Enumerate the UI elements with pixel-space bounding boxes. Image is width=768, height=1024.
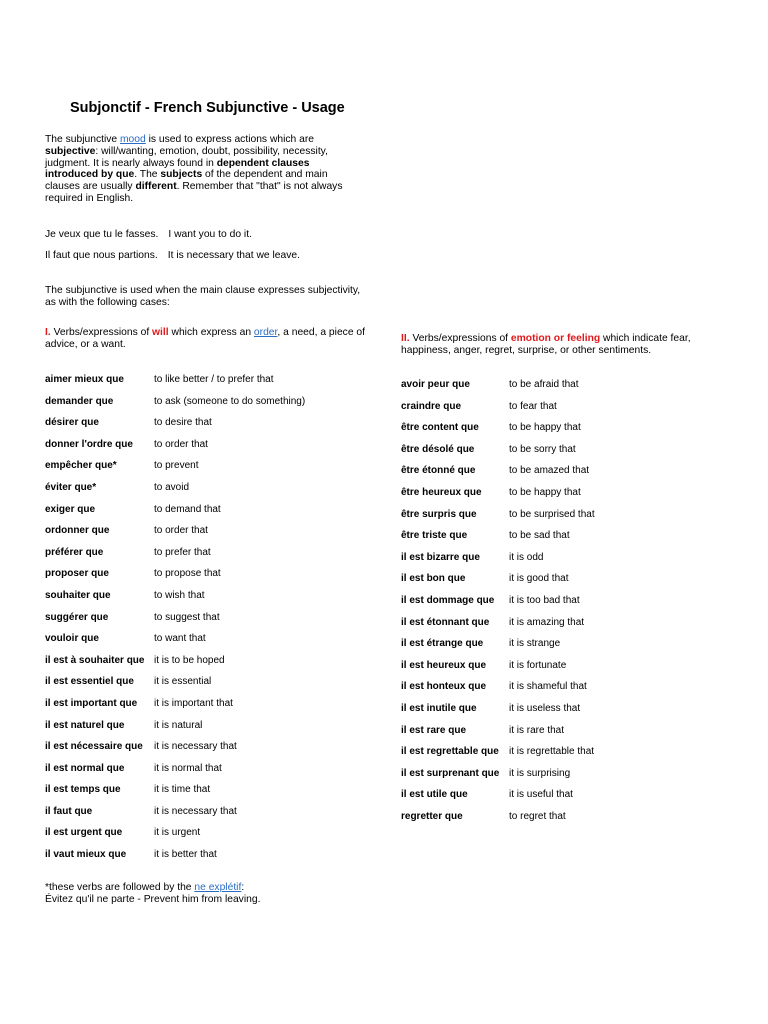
french-expression: il est normal que: [45, 762, 125, 774]
verb-row: [45, 607, 305, 629]
example-sentence: [45, 250, 300, 262]
verb-row: [45, 369, 305, 391]
verb-row: [401, 396, 595, 418]
verb-row: [401, 698, 595, 720]
verb-row: [401, 633, 595, 655]
english-translation: it is useful that: [509, 789, 573, 801]
english-translation: it is essential: [154, 676, 212, 688]
verb-row: [401, 504, 595, 526]
intro-bold: subjects: [160, 169, 203, 181]
french-expression: désirer que: [45, 417, 99, 429]
english-translation: it is strange: [509, 638, 561, 650]
verb-row: [45, 391, 305, 413]
french-expression: il est dommage que: [401, 594, 495, 606]
verb-row: [401, 676, 595, 698]
french-expression: il est temps que: [45, 784, 121, 796]
verb-row: [401, 547, 595, 569]
english-translation: to wish that: [154, 589, 205, 601]
intro-text: : will/wanting, emotion, doubt, possibility, necessity, judgment. It is nearly always found in: [45, 145, 328, 169]
verb-row: [45, 563, 305, 585]
heading-text: which express an: [168, 327, 254, 338]
french-expression: exiger que: [45, 503, 96, 515]
verb-row: [401, 525, 595, 547]
verb-row: [401, 568, 595, 590]
english-translation: to suggest that: [154, 611, 220, 623]
intro-bold: subjective: [45, 145, 96, 157]
french-expression: être désolé que: [401, 443, 475, 455]
heading-emphasis: will: [152, 327, 169, 338]
french-expression: être content que: [401, 422, 479, 434]
section-number: II.: [401, 333, 410, 344]
english-translation: it is rare that: [509, 724, 565, 736]
english-translation: to fear that: [509, 400, 557, 412]
french-expression: il est honteux que: [401, 681, 487, 693]
verb-row: [45, 434, 305, 456]
verb-row: [401, 460, 595, 482]
section-emotion-heading: [401, 333, 711, 357]
verb-row: [45, 520, 305, 542]
verb-row: [401, 374, 595, 396]
intro-paragraph: [45, 134, 345, 205]
section-will-heading: [45, 327, 365, 351]
intro-text: . Remember that "that" is not always required in English.: [45, 181, 343, 204]
french-expression: craindre que: [401, 400, 462, 412]
french-expression: proposer que: [45, 568, 109, 580]
french-expression: il est heureux que: [401, 659, 487, 671]
verb-row: [45, 477, 305, 499]
french-expression: éviter que*: [45, 481, 97, 493]
intro-text: is used to express actions which are: [145, 134, 315, 145]
footnote-text: *these verbs are followed by the: [45, 882, 195, 893]
french-expression: aimer mieux que: [45, 374, 124, 385]
english-translation: to prevent: [154, 460, 199, 472]
french-expression: il est bon que: [401, 573, 466, 585]
intro-text: . The: [134, 169, 161, 181]
french-expression: regretter que: [401, 810, 463, 822]
example-french: Je veux que tu le fasses.: [45, 229, 159, 240]
heading-emphasis: emotion or feeling: [510, 333, 601, 344]
english-translation: to like better / to prefer that: [154, 374, 274, 385]
verb-row: [45, 715, 305, 737]
english-translation: to be surprised that: [509, 508, 595, 520]
example-french: Il faut que nous partions.: [45, 250, 158, 261]
verb-row: [45, 628, 305, 650]
english-translation: it is time that: [154, 784, 211, 796]
english-translation: to regret that: [509, 810, 566, 822]
section-number: I.: [45, 327, 51, 338]
french-expression: il est important que: [45, 697, 138, 709]
verb-row: [45, 758, 305, 780]
heading-text: , a need, a piece of advice, or a want.: [45, 327, 365, 350]
english-translation: to avoid: [154, 481, 190, 493]
heading-text: Verbs/expressions of: [50, 327, 153, 338]
verb-row: [401, 439, 595, 461]
french-expression: il est naturel que: [45, 719, 125, 731]
french-expression: il est utile que: [401, 789, 468, 801]
verb-row: [401, 417, 595, 439]
verb-row: [401, 741, 595, 763]
english-translation: to ask (someone to do something): [154, 395, 306, 407]
english-translation: to desire that: [154, 417, 212, 429]
english-translation: it is good that: [509, 573, 569, 585]
english-translation: to propose that: [154, 568, 221, 580]
english-translation: to be sorry that: [509, 443, 576, 455]
verb-row: [401, 763, 595, 785]
english-translation: to be afraid that: [509, 379, 579, 390]
verb-row: [401, 806, 595, 828]
french-expression: empêcher que*: [45, 460, 117, 472]
verb-row: [45, 412, 305, 434]
verb-row: [45, 736, 305, 758]
example-english: It is necessary that we leave.: [167, 250, 300, 261]
intro-text: The subjunctive: [45, 134, 120, 145]
footnote-example: Évitez qu'il ne parte - Prevent him from leaving.: [45, 893, 261, 905]
english-translation: it is surprising: [509, 767, 571, 779]
intro-bold: dependent clauses introduced by que: [45, 157, 310, 181]
english-translation: it is odd: [509, 551, 544, 563]
footnote: [45, 882, 260, 906]
french-expression: il est essentiel que: [45, 676, 134, 688]
english-translation: to be amazed that: [509, 465, 590, 477]
will-verbs-list: [45, 369, 305, 866]
french-expression: il est nécessaire que: [45, 741, 143, 753]
english-translation: to prefer that: [154, 546, 211, 558]
english-translation: it is necessary that: [154, 805, 237, 817]
english-translation: it is natural: [154, 719, 203, 731]
verb-row: [401, 590, 595, 612]
footnote-text: :: [241, 882, 245, 893]
verb-row: [45, 585, 305, 607]
english-translation: to be happy that: [509, 422, 581, 434]
english-translation: it is better that: [154, 849, 217, 861]
verb-row: [401, 612, 595, 634]
intro-bold: different: [135, 181, 177, 193]
french-expression: il est inutile que: [401, 702, 477, 714]
example-sentence: [45, 229, 252, 241]
page-title: Subjonctif - French Subjunctive - Usage: [70, 100, 345, 116]
french-expression: suggérer que: [45, 611, 109, 623]
french-expression: demander que: [45, 395, 114, 407]
english-translation: it is too bad that: [509, 594, 580, 606]
english-translation: it is useless that: [509, 702, 581, 714]
french-expression: avoir peur que: [401, 379, 470, 390]
verb-row: [45, 671, 305, 693]
english-translation: to want that: [154, 633, 206, 645]
heading-text: Verbs/expressions of: [409, 333, 511, 344]
verb-row: [45, 693, 305, 715]
english-translation: it is normal that: [154, 762, 222, 774]
french-expression: être heureux que: [401, 486, 482, 498]
french-expression: il est rare que: [401, 724, 467, 736]
verb-row: [401, 720, 595, 742]
english-translation: it is important that: [154, 697, 233, 709]
english-translation: it is regrettable that: [509, 746, 595, 758]
french-expression: il faut que: [45, 805, 93, 817]
verb-row: [45, 801, 305, 823]
verb-row: [401, 482, 595, 504]
french-expression: il est à souhaiter que: [45, 654, 145, 666]
french-expression: être surpris que: [401, 508, 477, 520]
english-translation: it is to be hoped: [154, 654, 225, 666]
verb-row: [401, 784, 595, 806]
french-expression: ordonner que: [45, 525, 110, 537]
english-translation: to order that: [154, 525, 208, 537]
english-translation: it is necessary that: [154, 741, 237, 753]
english-translation: to order that: [154, 438, 208, 450]
french-expression: il est étonnant que: [401, 616, 490, 628]
example-english: I want you to do it.: [168, 229, 252, 240]
english-translation: to be happy that: [509, 486, 581, 498]
verb-row: [45, 844, 305, 866]
french-expression: il vaut mieux que: [45, 849, 127, 861]
usage-paragraph: The subjunctive is used when the main clause expresses subjectivity, as with the following cases:: [45, 285, 361, 308]
french-expression: être étonné que: [401, 465, 476, 477]
mood-link[interactable]: mood: [119, 134, 146, 145]
english-translation: it is urgent: [154, 827, 201, 839]
french-expression: il est bizarre que: [401, 551, 480, 563]
english-translation: to be sad that: [509, 530, 570, 542]
french-expression: il est regrettable que: [401, 746, 499, 758]
french-expression: souhaiter que: [45, 589, 111, 601]
verb-row: [45, 455, 305, 477]
english-translation: it is fortunate: [509, 659, 567, 671]
english-translation: to demand that: [154, 503, 221, 515]
verb-row: [45, 822, 305, 844]
english-translation: it is shameful that: [509, 681, 587, 693]
verb-row: [45, 542, 305, 564]
emotion-verbs-list: [401, 374, 595, 827]
french-expression: il est étrange que: [401, 638, 484, 650]
verb-row: [45, 650, 305, 672]
ne-expletif-link[interactable]: ne explétif: [194, 882, 242, 893]
heading-text: which indicate fear, happiness, anger, regret, surprise, or other sentiments.: [401, 333, 691, 356]
french-expression: donner l'ordre que: [45, 438, 133, 450]
french-expression: vouloir que: [45, 633, 99, 645]
verb-row: [45, 499, 305, 521]
verb-row: [45, 779, 305, 801]
intro-text: of the dependent and main clauses are usually: [45, 169, 328, 193]
french-expression: préférer que: [45, 546, 104, 558]
english-translation: it is amazing that: [509, 616, 585, 628]
french-expression: il est surprenant que: [401, 767, 500, 779]
order-link[interactable]: order: [253, 327, 278, 338]
verb-row: [401, 655, 595, 677]
french-expression: il est urgent que: [45, 827, 123, 839]
french-expression: être triste que: [401, 530, 468, 542]
